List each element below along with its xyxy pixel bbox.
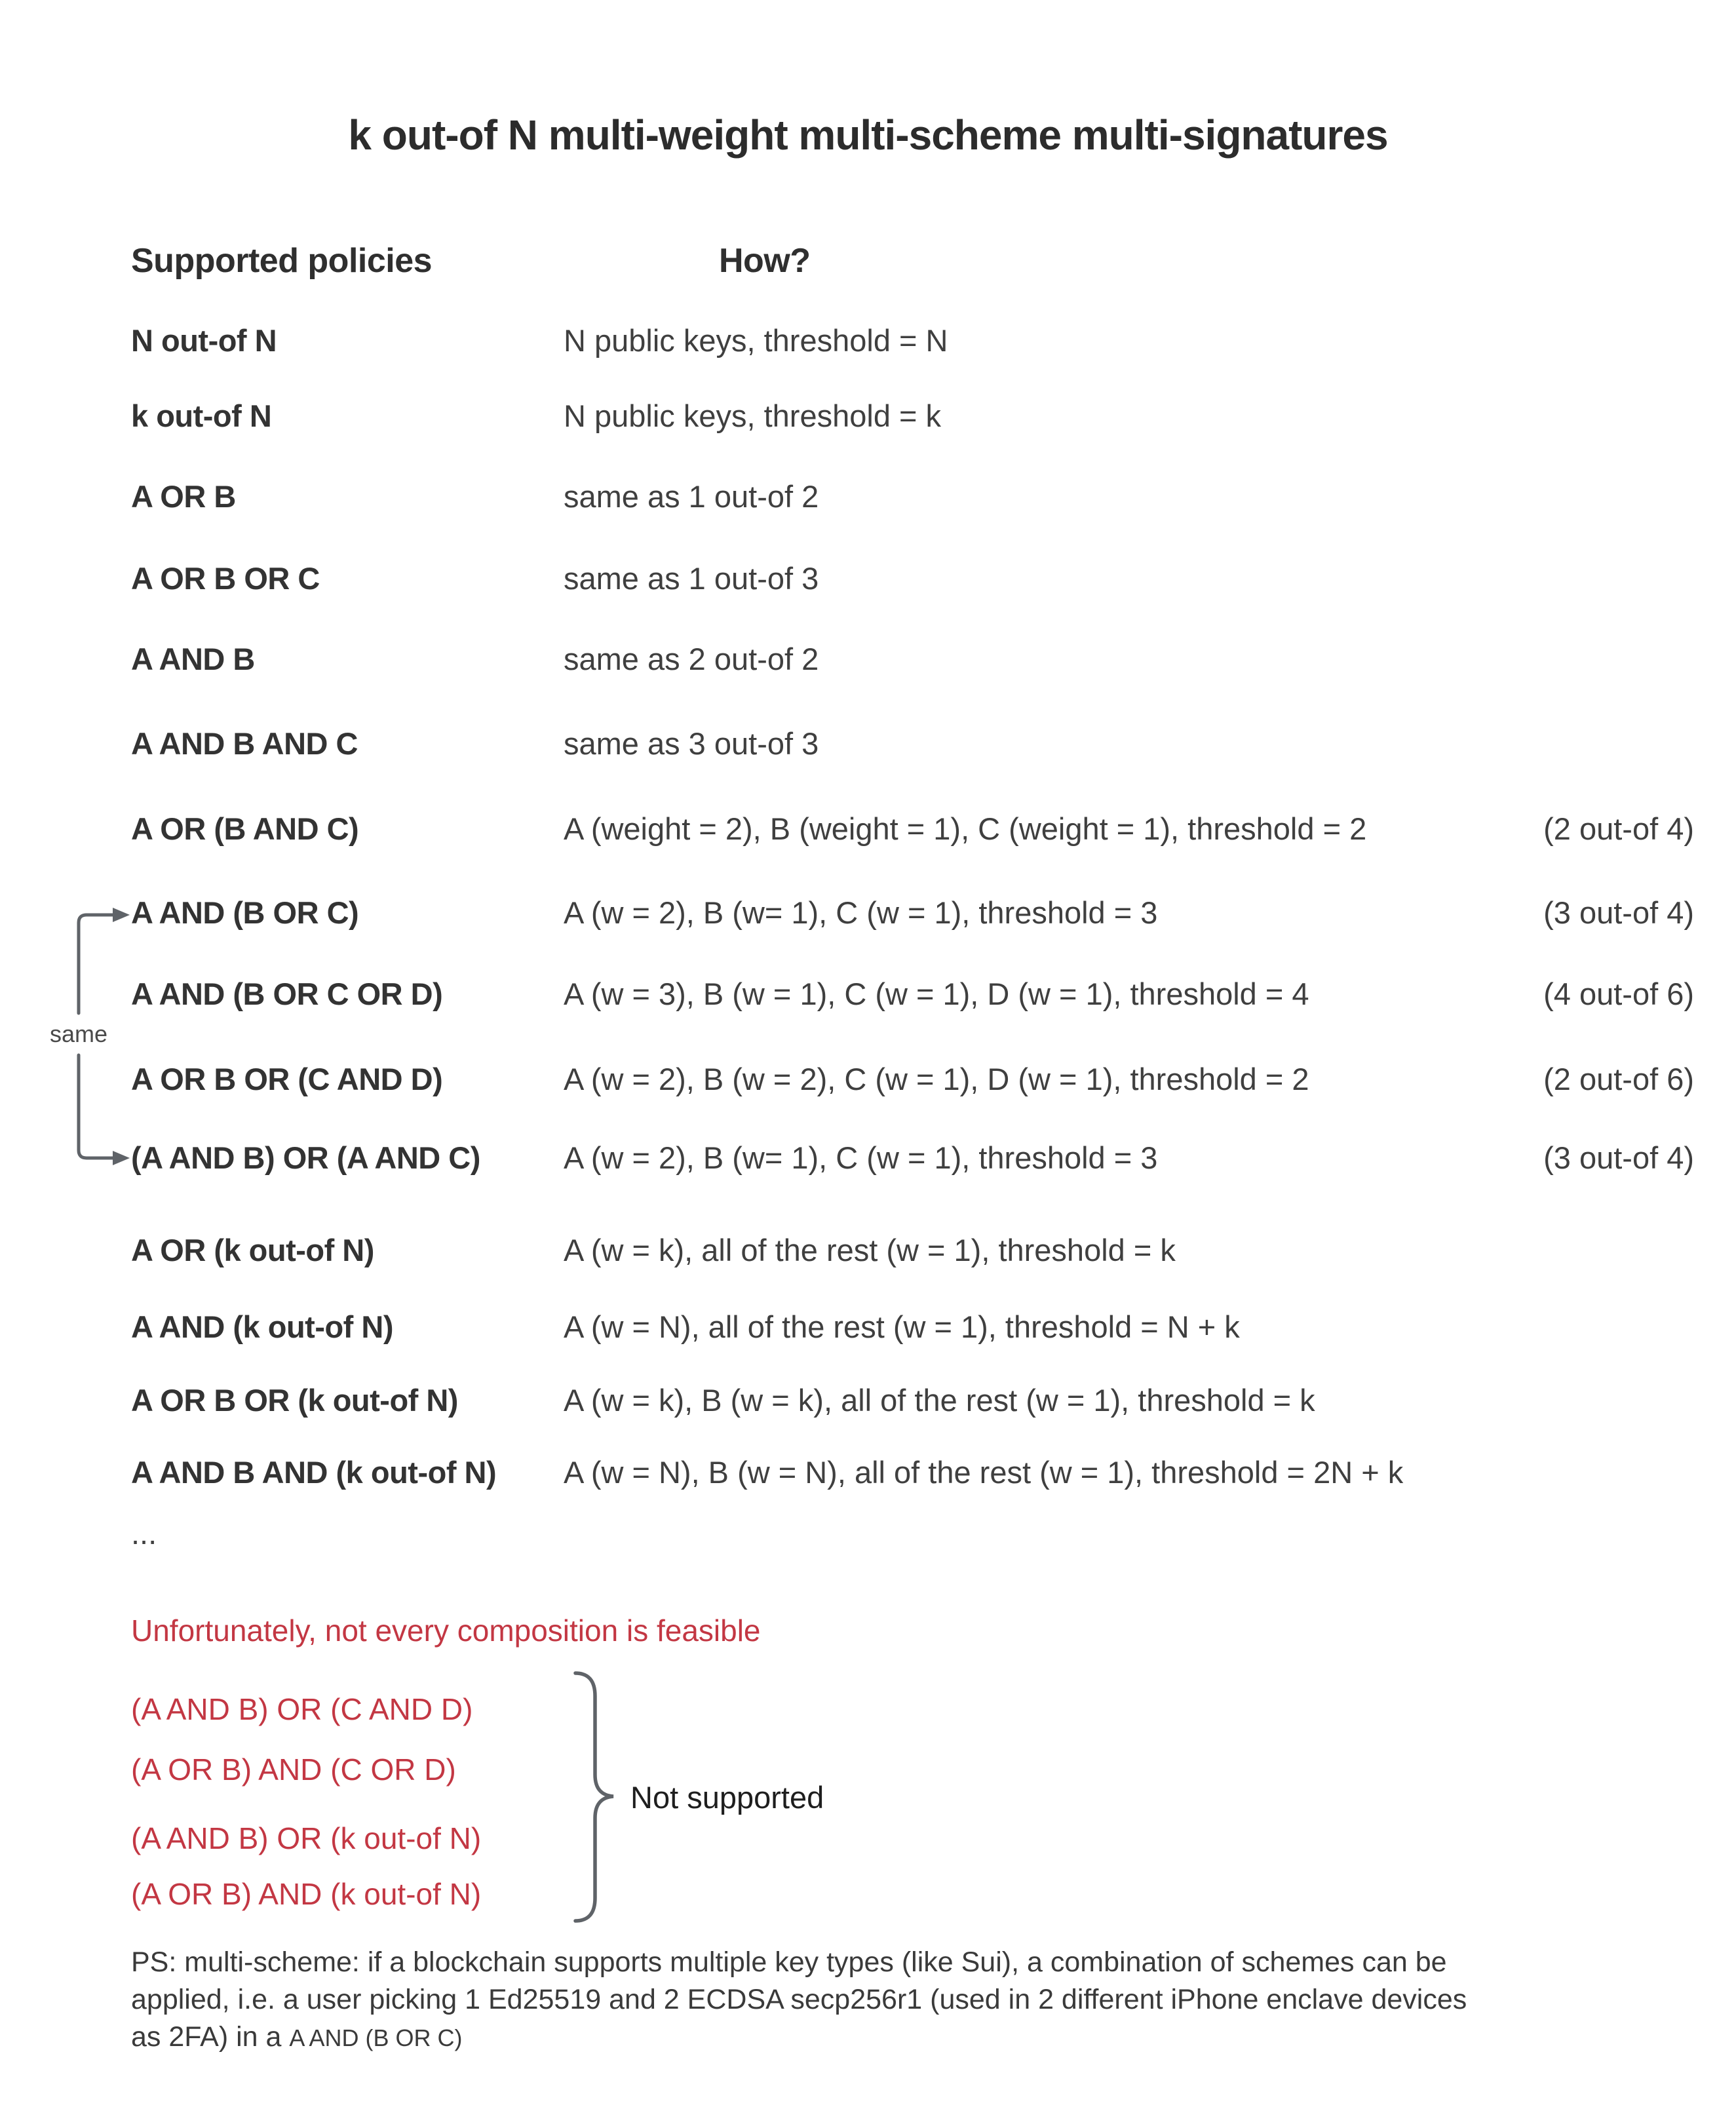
ps-policy-expression: A AND (B OR C) <box>289 2024 463 2051</box>
policy-label: A OR B <box>131 479 236 514</box>
table-header <box>131 241 1694 280</box>
same-arrow-top-segment <box>79 915 113 1013</box>
table-row <box>131 641 1694 678</box>
policy-label: A AND B <box>131 642 255 676</box>
how-text: A (w = 2), B (w= 1), C (w = 1), threshold = 3 <box>564 1140 1158 1175</box>
ps-footnote <box>131 1944 1658 2057</box>
equivalent-count: (3 out-of 4) <box>1543 1140 1694 1175</box>
table-row <box>131 725 1694 762</box>
header-how: How? <box>719 242 811 280</box>
table-row <box>131 1382 1694 1419</box>
infeasible-heading: Unfortunately, not every composition is feasible <box>131 1614 761 1648</box>
not-supported-label: Not supported <box>630 1780 824 1815</box>
policy-label: A OR B OR (C AND D) <box>131 1062 443 1096</box>
policy-label: A OR (B AND C) <box>131 811 359 846</box>
how-text: A (w = k), B (w = k), all of the rest (w = 1), threshold = k <box>564 1383 1315 1418</box>
table-row <box>131 1232 1694 1269</box>
how-text: A (w = 2), B (w= 1), C (w = 1), threshold = 3 <box>564 895 1158 930</box>
same-arrowhead-top-icon <box>113 908 130 922</box>
equivalent-count: (2 out-of 4) <box>1543 811 1694 846</box>
policy-label: N out-of N <box>131 323 277 358</box>
how-text: same as 3 out-of 3 <box>564 726 819 761</box>
ps-line-3 <box>131 2019 1658 2057</box>
policy-label: A OR (k out-of N) <box>131 1233 374 1267</box>
infeasible-item: (A OR B) AND (C OR D) <box>131 1752 456 1787</box>
policy-label: (A AND B) OR (A AND C) <box>131 1140 480 1175</box>
infeasible-item: (A OR B) AND (k out-of N) <box>131 1877 482 1911</box>
how-text: N public keys, threshold = N <box>564 323 948 358</box>
table-ellipsis: ... <box>131 1516 157 1551</box>
equivalent-count: (2 out-of 6) <box>1543 1062 1694 1096</box>
table-row <box>131 1454 1694 1491</box>
ps-line-3-text: as 2FA) in a <box>131 2021 290 2053</box>
how-text: A (w = 3), B (w = 1), C (w = 1), D (w = 1), threshold = 4 <box>564 976 1309 1011</box>
policy-label: A AND B AND (k out-of N) <box>131 1455 497 1490</box>
same-annotation-label: same <box>29 1020 128 1049</box>
how-text: A (w = N), all of the rest (w = 1), threshold = N + k <box>564 1309 1240 1344</box>
table-row <box>131 811 1694 847</box>
table-row <box>131 1140 1694 1176</box>
how-text: same as 2 out-of 2 <box>564 642 819 676</box>
table-row <box>131 976 1694 1013</box>
infeasible-item: (A AND B) OR (C AND D) <box>131 1692 473 1726</box>
how-text: A (w = N), B (w = N), all of the rest (w = 1), threshold = 2N + k <box>564 1455 1404 1490</box>
policy-label: k out-of N <box>131 398 272 433</box>
how-text: A (weight = 2), B (weight = 1), C (weight = 1), threshold = 2 <box>564 811 1367 846</box>
table-row <box>131 560 1694 597</box>
equivalent-count: (3 out-of 4) <box>1543 895 1694 930</box>
policy-label: A AND (B OR C OR D) <box>131 976 443 1011</box>
how-text: same as 1 out-of 2 <box>564 479 819 514</box>
infeasible-item: (A AND B) OR (k out-of N) <box>131 1821 482 1855</box>
ps-line-2: applied, i.e. a user picking 1 Ed25519 and 2 ECDSA secp256r1 (used in 2 different iPhone enclave devices <box>131 1984 1467 2015</box>
slide-title: k out-of N multi-weight multi-scheme multi-signatures <box>348 111 1388 159</box>
how-text: same as 1 out-of 3 <box>564 561 819 596</box>
how-text: N public keys, threshold = k <box>564 398 942 433</box>
table-row <box>131 478 1694 515</box>
how-text: A (w = k), all of the rest (w = 1), threshold = k <box>564 1233 1176 1267</box>
same-arrowhead-bottom-icon <box>113 1151 130 1165</box>
policy-label: A OR B OR C <box>131 561 320 596</box>
header-supported-policies: Supported policies <box>131 242 433 280</box>
not-supported-brace-icon <box>575 1673 613 1921</box>
how-text: A (w = 2), B (w = 2), C (w = 1), D (w = 1), threshold = 2 <box>564 1062 1309 1096</box>
table-row <box>131 1061 1694 1098</box>
equivalent-count: (4 out-of 6) <box>1543 976 1694 1011</box>
same-arrow-bottom-segment <box>79 1055 113 1158</box>
table-row <box>131 895 1694 931</box>
policy-label: A AND (B OR C) <box>131 895 359 930</box>
table-row <box>131 322 1694 359</box>
policy-label: A AND (k out-of N) <box>131 1309 393 1344</box>
table-row <box>131 398 1694 435</box>
policy-label: A OR B OR (k out-of N) <box>131 1383 458 1418</box>
ps-line-1: PS: multi-scheme: if a blockchain supports multiple key types (like Sui), a combination of schemes can be <box>131 1946 1447 1978</box>
table-row <box>131 1309 1694 1345</box>
policy-label: A AND B AND C <box>131 726 358 761</box>
